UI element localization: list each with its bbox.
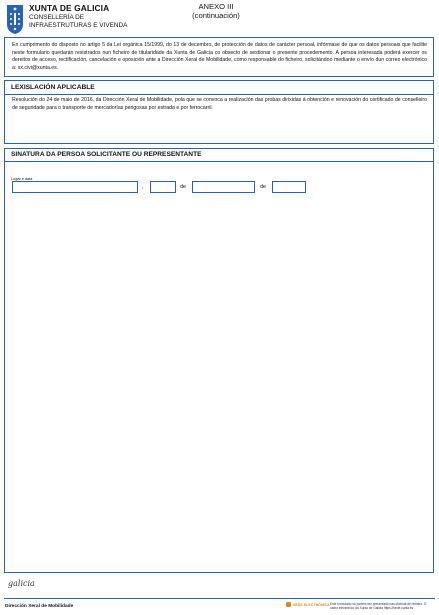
footer-department: Dirección Xeral de Mobilidade xyxy=(5,604,74,609)
legislation-box xyxy=(4,80,434,144)
annex-subtitle: (continuación) xyxy=(192,11,240,20)
legislation-text: Resolución do 24 de maio de 2016, da Dirección Xeral de Mobilidade, pola que se convoca a realización das probas dirixidas á obtención e renovación do certificado de conselleiro de seguridade para o transporte de mercadorías perigosas por estrada e por ferrocarril. xyxy=(12,97,427,111)
sede-electronica-icon xyxy=(286,602,291,607)
signature-box xyxy=(4,148,434,573)
galicia-footer-logo: galicia xyxy=(8,579,35,588)
day-field[interactable] xyxy=(150,181,176,193)
annex-title: ANEXO III xyxy=(198,2,234,11)
sede-electronica-text: Este formulario só poderá ser presentado nas oficinas de rexistro. O cadro electrónico da Xunta de Galicia https://sede.xunta.es xyxy=(330,602,427,610)
legislation-title: LEXISLACIÓN APLICABLE xyxy=(11,84,95,91)
annex-heading xyxy=(186,2,246,20)
privacy-notice-box xyxy=(4,37,434,77)
org-name: XUNTA DE GALICIA xyxy=(29,3,110,13)
privacy-notice-text: En cumprimento do disposto no artigo 5 da Lei orgánica 15/1999, do 13 de decembro, de protección de datos de carácter persoal, infórmase de que os datos persoais que facilite neste formulario quedarán rexistrados nun ficheiro de titularidade da Xunta de Galicia co obxecto de xestionar o presente procedemento. A persoa interesada poderá exercer os dereitos de acceso, rectificación, cancelación e oposición ante a Dirección Xeral de Mobilidade, como responsable do ficheiro, solicitándoo mediante o envío dun correo electrónico a: sx.civi@xunta.es. xyxy=(12,42,427,71)
sede-electronica-label: SEDE ELECTRÓNICA xyxy=(293,603,330,607)
legislation-divider xyxy=(5,94,433,95)
signature-title: SINATURA DA PERSOA SOLICITANTE OU REPRESENTANTE xyxy=(11,151,202,158)
place-date-label: Lugar e data xyxy=(11,177,33,181)
month-field[interactable] xyxy=(192,181,255,193)
footer-divider xyxy=(4,598,435,599)
comma-separator: , xyxy=(142,184,144,190)
dept-line-1: CONSELLERÍA DE xyxy=(29,14,85,21)
place-field[interactable] xyxy=(12,181,138,193)
xunta-shield-logo xyxy=(6,4,24,35)
year-field[interactable] xyxy=(272,181,306,193)
dept-line-2: INFRAESTRUTURAS E VIVENDA xyxy=(29,22,128,29)
org-department xyxy=(29,14,127,30)
signature-divider xyxy=(5,161,433,162)
de-separator-1: de xyxy=(180,184,186,190)
de-separator-2: de xyxy=(260,184,266,190)
